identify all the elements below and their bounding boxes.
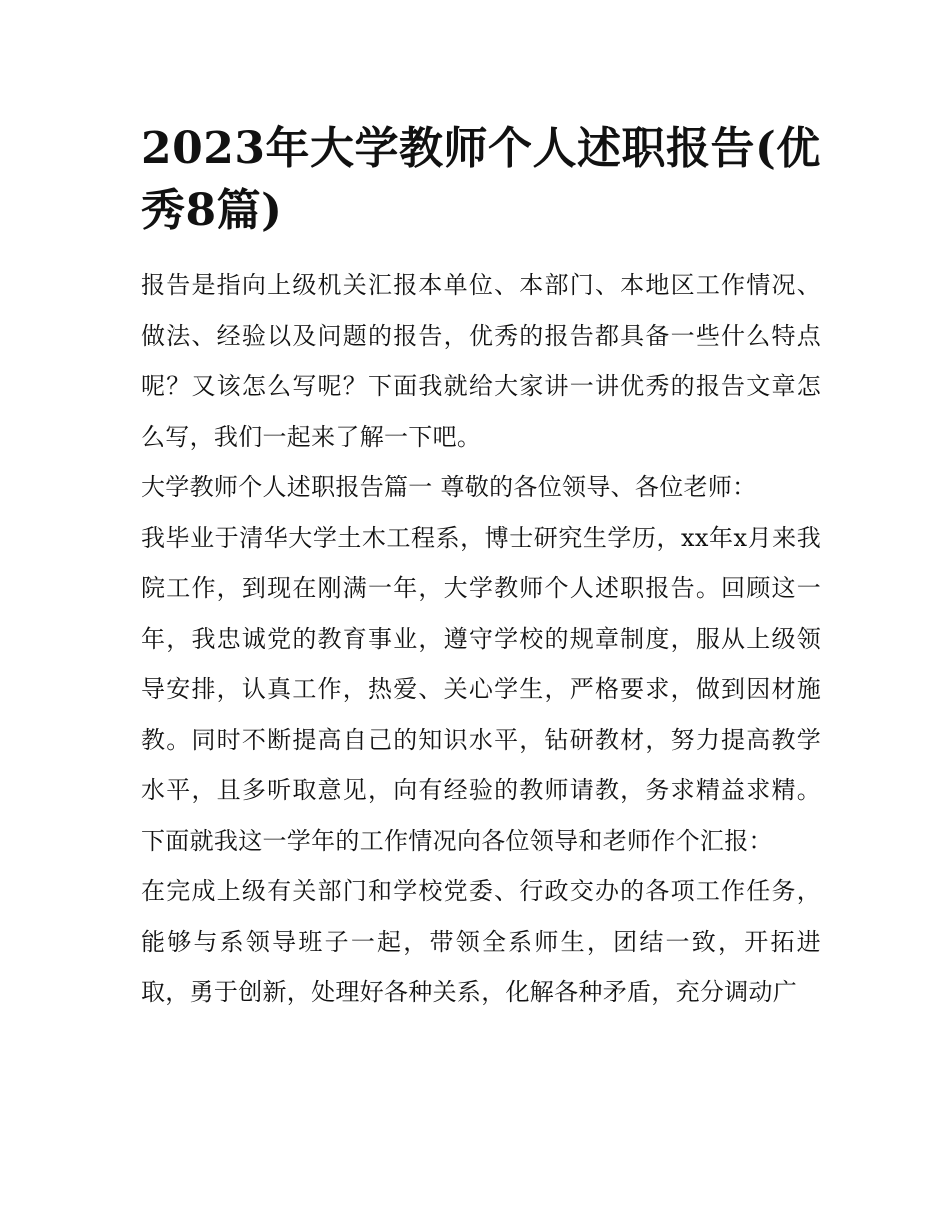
paragraph-section-heading: 大学教师个人述职报告篇一 尊敬的各位领导、各位老师： — [141, 473, 757, 501]
paragraph-intro: 报告是指向上级机关汇报本单位、本部门、本地区工作情况、做法、经验以及问题的报告，优秀的报告都具备一些什么特点呢？又该怎么写呢？下面我就给大家讲一讲优秀的报告文章怎么写，我们一起来了解一下吧。 — [141, 271, 821, 451]
paragraph-work: 在完成上级有关部门和学校党委、行政交办的各项工作任务，能够与系领导班子一起，带领全系师生，团结一致，开拓进取，勇于创新，处理好各种关系，化解各种矛盾，充分调动广 — [141, 877, 821, 1006]
document-body — [141, 260, 821, 1018]
document-title: 2023年大学教师个人述职报告(优秀8篇) — [141, 123, 821, 236]
paragraph-background: 我毕业于清华大学土木工程系，博士研究生学历，xx年x月来我院工作，到现在刚满一年，大学教师个人述职报告。回顾这一年，我忠诚党的教育事业，遵守学校的规章制度，服从上级领导安排，认真工作，热爱、关心学生，严格要求，做到因材施教。同时不断提高自己的知识水平，钻研教材，努力提高教学水平，且多听取意见，向有经验的教师请教，务求精益求精。下面就我这一学年的工作情况向各位领导和老师作个汇报： — [141, 523, 821, 855]
document-content — [141, 118, 821, 1018]
